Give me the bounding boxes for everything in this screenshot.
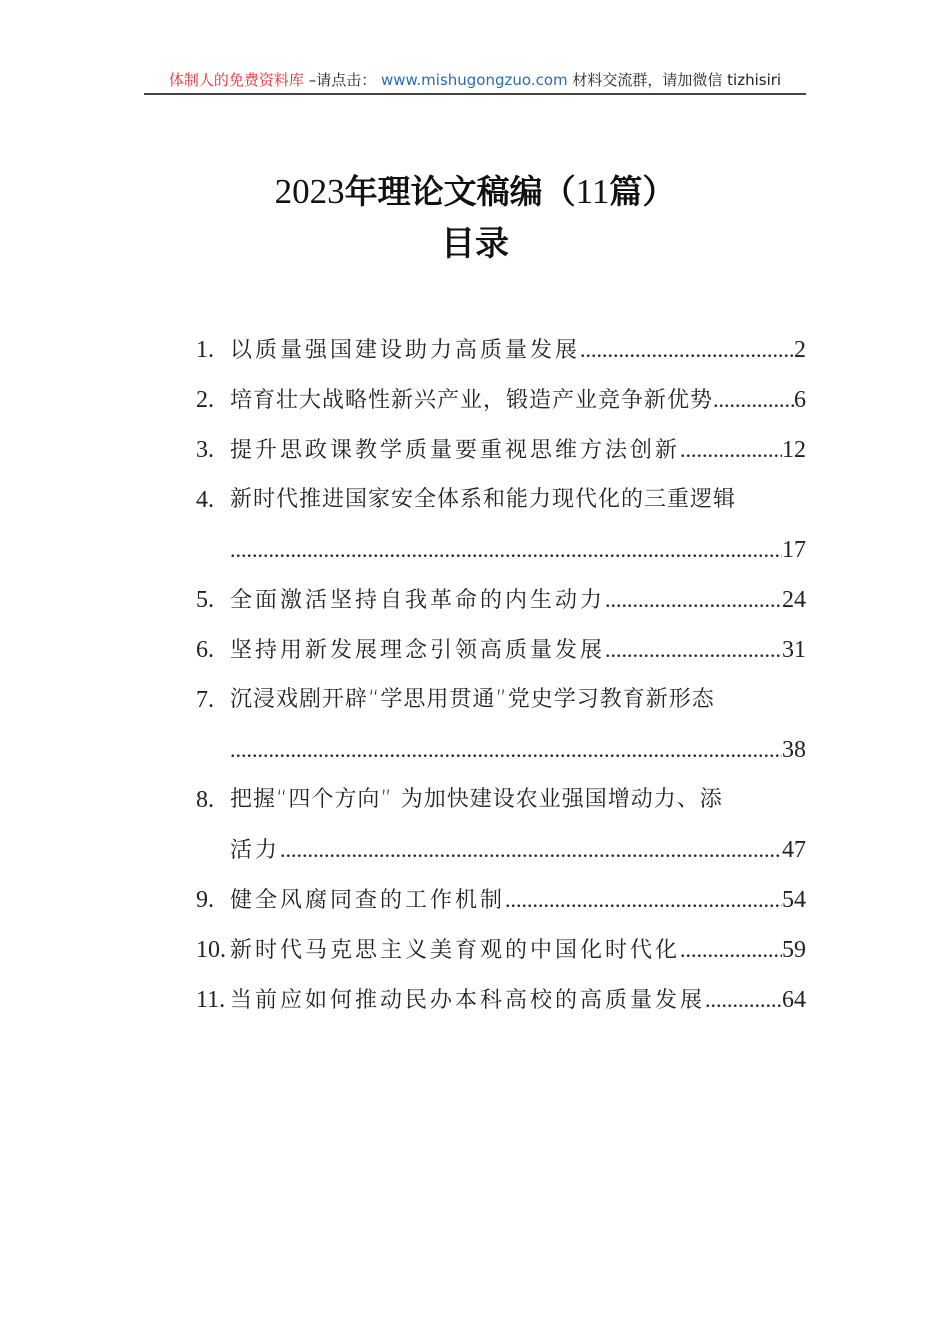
toc-entry-page: 2	[794, 337, 806, 363]
toc-entry[interactable]	[196, 875, 806, 925]
toc-entry-title: 培育壮大战略性新兴产业，锻造产业竞争新优势	[230, 388, 714, 413]
toc-leader-dots	[705, 975, 782, 1025]
toc-entry-page: 54	[782, 887, 806, 913]
toc-entry-title: 坚持用新发展理念引领高质量发展	[230, 638, 606, 663]
toc-entry[interactable]	[196, 575, 806, 625]
title-year: 2023	[274, 172, 345, 211]
table-of-contents	[196, 325, 806, 1025]
toc-leader-dots	[713, 375, 794, 425]
header-divider	[144, 93, 806, 95]
title-count: 11	[575, 172, 610, 211]
header-url-link[interactable]: www.mishugongzuo.com	[380, 71, 568, 89]
title-end: 篇）	[609, 172, 676, 211]
toc-leader-dots	[230, 525, 782, 575]
toc-heading: 目录	[441, 224, 509, 264]
toc-entry-number: 9.	[196, 887, 214, 913]
toc-leader-dots	[680, 425, 782, 475]
toc-entry-continuation[interactable]	[196, 525, 806, 575]
toc-entry-number: 5.	[196, 587, 214, 613]
toc-entry-number: 6.	[196, 637, 214, 663]
toc-entry-continuation[interactable]	[196, 825, 806, 875]
toc-entry-title: 提升思政课教学质量要重视思维方法创新	[230, 438, 681, 463]
toc-entry-page: 31	[782, 637, 806, 663]
toc-leader-dots	[230, 725, 782, 775]
header-prompt: –请点击：	[308, 71, 377, 89]
toc-entry[interactable]	[196, 775, 806, 825]
toc-entry[interactable]	[196, 475, 806, 525]
toc-entry-title: 以质量强国建设助力高质量发展	[230, 338, 581, 363]
toc-entry-page: 17	[782, 537, 806, 563]
page-header	[144, 68, 806, 92]
toc-entry-title: 当前应如何推动民办本科高校的高质量发展	[230, 988, 706, 1013]
toc-entry-number: 7.	[196, 687, 214, 713]
toc-leader-dots	[505, 875, 782, 925]
toc-entry-number: 10.	[196, 937, 226, 963]
title-main: 年理论文稿编（	[344, 172, 576, 211]
toc-entry-page: 38	[782, 737, 806, 763]
header-suffix: 材料交流群，请加微信 tizhisiri	[572, 71, 782, 89]
toc-entry-title: 沉浸戏剧开辟“学思用贯通”党史学习教育新形态	[230, 687, 715, 712]
toc-entry[interactable]	[196, 675, 806, 725]
toc-leader-dots	[680, 925, 782, 975]
toc-entry-page: 24	[782, 587, 806, 613]
toc-entry-title: 全面激活坚持自我革命的内生动力	[230, 588, 606, 613]
toc-entry-title: 把握“四个方向” 为加快建设农业强国增动力、添	[230, 787, 723, 812]
header-brand: 体制人的免费资料库	[168, 71, 304, 89]
toc-entry-number: 11.	[196, 987, 226, 1013]
toc-leader-dots	[605, 625, 782, 675]
toc-entry-title: 健全风腐同查的工作机制	[230, 888, 506, 913]
toc-entry-number: 4.	[196, 487, 214, 513]
toc-leader-dots	[605, 575, 782, 625]
toc-entry[interactable]	[196, 925, 806, 975]
toc-entry-number: 1.	[196, 337, 214, 363]
toc-entry-continuation[interactable]	[196, 725, 806, 775]
document-title	[0, 170, 950, 214]
toc-entry[interactable]	[196, 425, 806, 475]
toc-entry-page: 59	[782, 937, 806, 963]
toc-entry-title: 新时代马克思主义美育观的中国化时代化	[230, 938, 681, 963]
toc-entry-number: 2.	[196, 387, 214, 413]
toc-entry[interactable]	[196, 625, 806, 675]
toc-entry-title: 新时代推进国家安全体系和能力现代化的三重逻辑	[230, 487, 737, 512]
toc-entry-title-cont: 活力	[230, 838, 281, 863]
toc-entry[interactable]	[196, 325, 806, 375]
toc-leader-dots	[580, 325, 794, 375]
toc-leader-dots	[280, 825, 782, 875]
toc-entry[interactable]	[196, 375, 806, 425]
toc-entry-number: 8.	[196, 787, 214, 813]
toc-entry-page: 12	[782, 437, 806, 463]
toc-entry-number: 3.	[196, 437, 214, 463]
toc-entry-page: 47	[782, 837, 806, 863]
toc-entry-page: 6	[794, 387, 806, 413]
toc-entry-page: 64	[782, 987, 806, 1013]
toc-entry[interactable]	[196, 975, 806, 1025]
